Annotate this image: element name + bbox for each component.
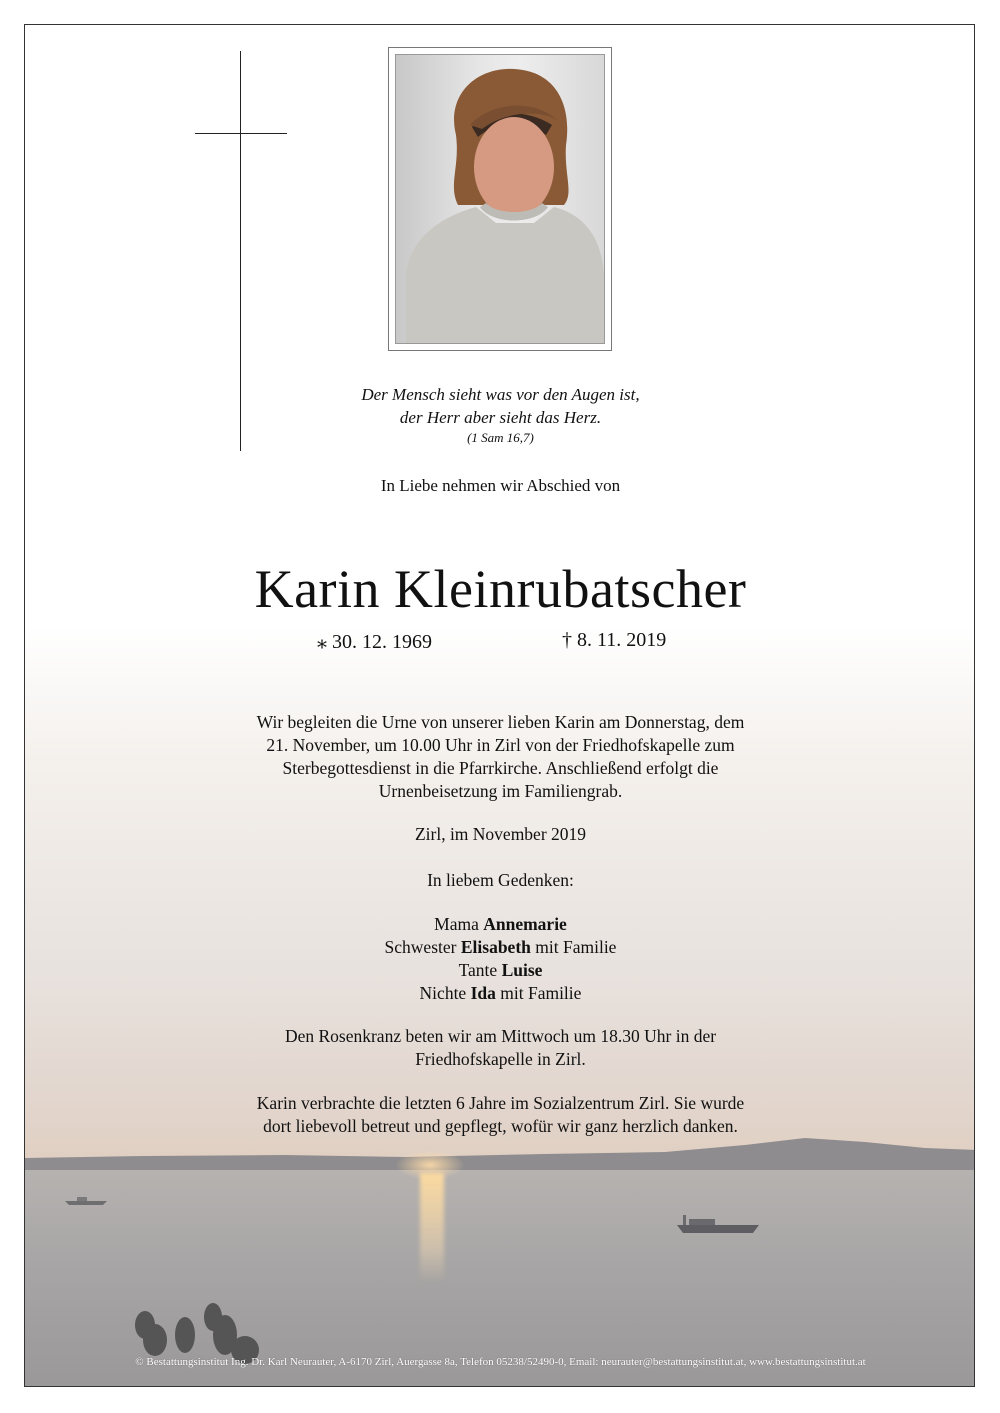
mourner-relation: Schwester bbox=[384, 937, 457, 957]
thanks-line-2: dort liebevoll betreut und gepflegt, wofür wir ganz herzlich danken. bbox=[263, 1116, 738, 1136]
footer-imprint: © Bestattungsinstitut Ing. Dr. Karl Neurauter, A-6170 Zirl, Auergasse 8a, Telefon 05238/52490-0, Email: neurauter@bestattungsinstitut.at, www.bestattungsinstitut.at bbox=[135, 1356, 866, 1368]
thanks-line-1: Karin verbrachte die letzten 6 Jahre im Sozialzentrum Zirl. Sie wurde bbox=[256, 1093, 745, 1113]
mourner-name: Luise bbox=[501, 960, 543, 980]
obituary-card bbox=[24, 24, 975, 1387]
intro-text: In Liebe nehmen wir Abschied von bbox=[380, 476, 621, 495]
funeral-paragraph bbox=[25, 711, 975, 803]
life-dates bbox=[25, 629, 975, 657]
rosary-line-1: Den Rosenkranz beten wir am Mittwoch um 18.30 Uhr in der bbox=[284, 1026, 717, 1046]
mourner-row bbox=[25, 913, 975, 936]
mourner-row bbox=[25, 959, 975, 982]
mourner-name: Elisabeth bbox=[460, 937, 531, 957]
mourner-row bbox=[25, 982, 975, 1005]
death-date: † 8. 11. 2019 bbox=[562, 629, 667, 651]
quote-reference: (1 Sam 16,7) bbox=[467, 430, 534, 445]
mourner-name: Annemarie bbox=[483, 914, 567, 934]
foreground-plants bbox=[125, 1295, 265, 1365]
rosary-line-2: Friedhofskapelle in Zirl. bbox=[415, 1049, 586, 1069]
quote-line-1: Der Mensch sieht was vor den Augen ist, bbox=[361, 385, 640, 404]
thanks-paragraph bbox=[25, 1092, 975, 1138]
mourner-suffix: mit Familie bbox=[535, 937, 617, 957]
funeral-line-4: Urnenbeisetzung im Familiengrab. bbox=[378, 781, 623, 801]
mourners-list bbox=[25, 913, 975, 1005]
funeral-line-1: Wir begleiten die Urne von unserer lieben Karin am Donnerstag, dem bbox=[256, 712, 745, 732]
mourner-relation: Mama bbox=[434, 914, 479, 934]
deceased-name: Karin Kleinrubatscher bbox=[254, 559, 747, 619]
mourner-relation: Tante bbox=[458, 960, 498, 980]
mourners-heading: In liebem Gedenken: bbox=[427, 870, 574, 890]
boat-left bbox=[63, 1193, 109, 1207]
sun-reflection bbox=[420, 1173, 444, 1283]
bible-quote bbox=[25, 383, 975, 447]
portrait-photo bbox=[388, 47, 612, 351]
portrait-image bbox=[395, 54, 605, 344]
funeral-line-2: 21. November, um 10.00 Uhr in Zirl von der Friedhofskapelle zum bbox=[266, 735, 735, 755]
mourner-suffix: mit Familie bbox=[500, 983, 582, 1003]
cross-icon-horizontal bbox=[195, 133, 287, 134]
birth-date: ⁎ 30. 12. 1969 bbox=[317, 631, 432, 653]
mourner-name: Ida bbox=[470, 983, 496, 1003]
portrait-person-icon bbox=[396, 55, 605, 344]
quote-line-2: der Herr aber sieht das Herz. bbox=[399, 408, 602, 427]
mourner-relation: Nichte bbox=[419, 983, 467, 1003]
place-date: Zirl, im November 2019 bbox=[414, 824, 587, 844]
funeral-line-3: Sterbegottesdienst in die Pfarrkirche. Anschließend erfolgt die bbox=[282, 758, 719, 778]
boat-right bbox=[675, 1213, 761, 1235]
mourner-row bbox=[25, 936, 975, 959]
rosary-paragraph bbox=[25, 1025, 975, 1071]
